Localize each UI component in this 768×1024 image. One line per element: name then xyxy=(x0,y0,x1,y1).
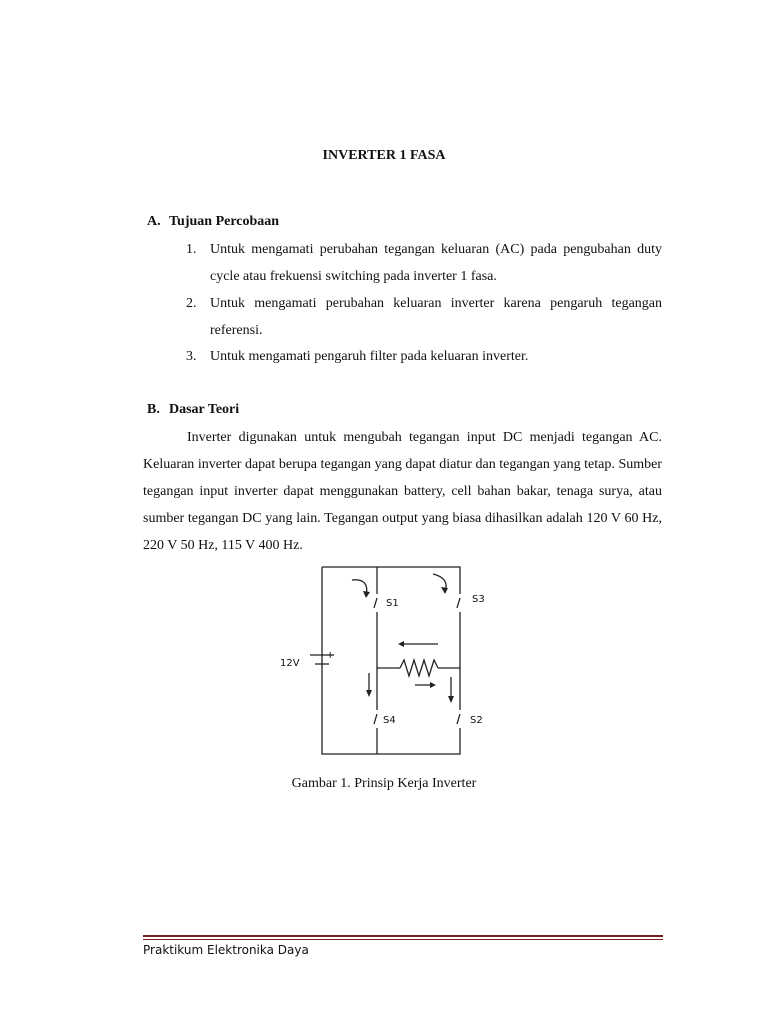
list-item-number: 2. xyxy=(186,296,197,311)
list-item-text: Untuk mengamati perubahan keluaran inverter karena pengaruh tegangan referensi. xyxy=(210,296,662,338)
inverter-circuit-diagram xyxy=(270,560,500,762)
section-b-letter: B. xyxy=(147,402,160,417)
switch-s3-label: S3 xyxy=(472,594,485,605)
footer-rule-bottom xyxy=(143,939,663,940)
source-voltage-label: 12V xyxy=(280,658,300,669)
section-a-title: Tujuan Percobaan xyxy=(169,214,280,229)
resistor-icon xyxy=(400,660,438,676)
switch-s3-icon xyxy=(457,598,460,608)
body-paragraph: Inverter digunakan untuk mengubah tegangan input DC menjadi tegangan AC. Keluaran inverter dapat berupa tegangan yang dapat diatur dan tegangan yang tetap. Sumber tegangan input inverter dapat menggunakan battery, cell bahan bakar, tenaga surya, atau sumber tegangan DC yang lain. Tegangan output yang biasa dihasilkan adalah 120 V 60 Hz, 220 V 50 Hz, 115 V 400 Hz. xyxy=(143,430,662,553)
switch-s4-label: S4 xyxy=(383,715,396,726)
list-item-text: Untuk mengamati pengaruh filter pada keluaran inverter. xyxy=(210,349,529,364)
switch-s1-label: S1 xyxy=(386,598,399,609)
list-item-number: 1. xyxy=(186,242,197,257)
switch-s4-icon xyxy=(374,714,377,724)
list-item xyxy=(186,290,662,344)
section-a-heading xyxy=(147,214,279,230)
section-b-heading xyxy=(147,402,239,418)
figure-caption: Gambar 1. Prinsip Kerja Inverter xyxy=(291,776,477,791)
switch-s2-label: S2 xyxy=(470,715,483,726)
circuit-wire xyxy=(377,728,460,754)
list-item-text: Untuk mengamati perubahan tegangan keluaran (AC) pada pengubahan duty cycle atau frekuensi switching pada inverter 1 fasa. xyxy=(210,242,662,284)
footer-label: Praktikum Elektronika Daya xyxy=(143,943,309,957)
page-title: INVERTER 1 FASA xyxy=(322,148,446,163)
switch-s2-icon xyxy=(457,714,460,724)
footer-rule-top xyxy=(143,935,663,937)
circuit-wire xyxy=(377,567,460,594)
section-a-letter: A. xyxy=(147,214,161,229)
battery-plus-sign: + xyxy=(326,650,335,661)
list-item xyxy=(186,236,662,290)
section-b-title: Dasar Teori xyxy=(169,402,240,417)
list-item-number: 3. xyxy=(186,349,197,364)
list-item xyxy=(186,343,662,370)
switch-s1-icon xyxy=(374,598,377,608)
